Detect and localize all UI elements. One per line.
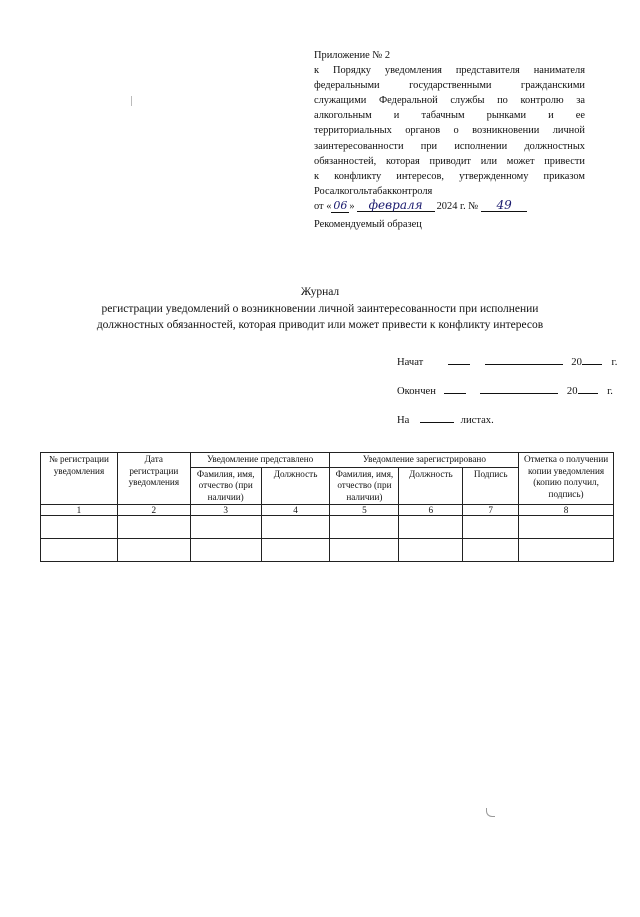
appendix-line: к Порядку уведомления представителя нанимателя [314, 65, 585, 77]
table-cell [117, 516, 190, 539]
header-receipt: Отметка о получении копии уведомления (копию получил, подпись) [519, 453, 614, 505]
appendix-header [314, 48, 585, 214]
date-year: 2024 г. № [436, 200, 479, 212]
ended-line [397, 383, 613, 397]
column-number: 3 [190, 505, 261, 516]
column-number: 5 [330, 505, 399, 516]
blank-field [480, 383, 558, 394]
header-number: № регистрации уведомления [41, 453, 118, 505]
column-number: 4 [261, 505, 330, 516]
table-cell [117, 539, 190, 562]
appendix-line: к конфликту интересов, утвержденному приказом [314, 170, 585, 182]
table-cell [190, 516, 261, 539]
journal-subtitle-line: регистрации уведомлений о возникновении личной заинтересованности при исполнении [101, 303, 539, 315]
table-cell [519, 516, 614, 539]
blank-field [578, 383, 598, 394]
column-number: 7 [463, 505, 519, 516]
header-registered: Уведомление зарегистрировано [330, 453, 519, 468]
table-cell [41, 516, 118, 539]
year-suffix: г. [611, 357, 618, 368]
column-number: 8 [519, 505, 614, 516]
journal-subtitle [40, 301, 600, 333]
header-date: Дата регистрации уведомления [117, 453, 190, 505]
year-prefix: 20 [571, 357, 582, 368]
handwritten-month: февраля [357, 199, 435, 212]
recommended-sample-label: Рекомендуемый образец [314, 219, 422, 230]
appendix-line: заинтересованности при исполнении должностных [314, 140, 585, 152]
blank-field [420, 412, 454, 423]
table-cell [41, 539, 118, 562]
appendix-line: федеральными государственными гражданскими [314, 80, 585, 92]
ended-label: Окончен [397, 386, 436, 397]
column-number-row [41, 505, 614, 516]
scan-mark [486, 808, 495, 817]
header-position-registered: Должность [399, 467, 463, 505]
header-position-submitted: Должность [261, 467, 330, 505]
blank-field [444, 383, 466, 394]
journal-subtitle-line: должностных обязанностей, которая приводит или может привести к конфликту интересов [96, 319, 544, 331]
handwritten-day: 06 [333, 198, 348, 212]
table-row [41, 516, 614, 539]
column-number: 6 [399, 505, 463, 516]
handwritten-order-number: 49 [481, 199, 527, 212]
started-label: Начат [397, 357, 424, 368]
table-header-row [41, 453, 614, 468]
year-suffix: г. [607, 386, 613, 397]
table-cell [463, 539, 519, 562]
date-mid: » [349, 200, 355, 212]
table-cell [519, 539, 614, 562]
table-cell [399, 516, 463, 539]
table-cell [330, 516, 399, 539]
table-cell [330, 539, 399, 562]
table-row [41, 539, 614, 562]
on-label: На [397, 415, 410, 426]
journal-title: Журнал [300, 286, 340, 298]
sheets-label: листах. [460, 415, 494, 426]
header-fio-submitted: Фамилия, имя, отчество (при наличии) [190, 467, 261, 505]
header-fio-registered: Фамилия, имя, отчество (при наличии) [330, 467, 399, 505]
blank-field [582, 354, 602, 365]
registration-table [40, 452, 614, 562]
date-prefix: от « [314, 200, 332, 212]
appendix-title: Приложение № 2 [314, 50, 391, 61]
table-cell [261, 539, 330, 562]
scan-mark [131, 96, 132, 106]
table-cell [463, 516, 519, 539]
table-cell [399, 539, 463, 562]
year-prefix: 20 [566, 386, 578, 397]
blank-field [485, 354, 563, 365]
order-date-line [314, 199, 585, 214]
column-number: 1 [41, 505, 118, 516]
blank-field [448, 354, 470, 365]
header-submitted: Уведомление представлено [190, 453, 330, 468]
table-cell [190, 539, 261, 562]
started-line [397, 354, 617, 368]
appendix-line: территориальных органов о возникновении личной [314, 125, 585, 137]
appendix-line: алкогольным и табачным рынками и ее [314, 110, 585, 122]
appendix-line: обязанностей, которая приводит или может привести [314, 155, 585, 167]
sheets-line [397, 412, 494, 426]
appendix-last-line: Росалкогольтабакконтроля [314, 185, 433, 197]
column-number: 2 [117, 505, 190, 516]
appendix-line: служащими Федеральной службы по контролю за [314, 95, 585, 107]
table-cell [261, 516, 330, 539]
header-signature: Подпись [463, 467, 519, 505]
